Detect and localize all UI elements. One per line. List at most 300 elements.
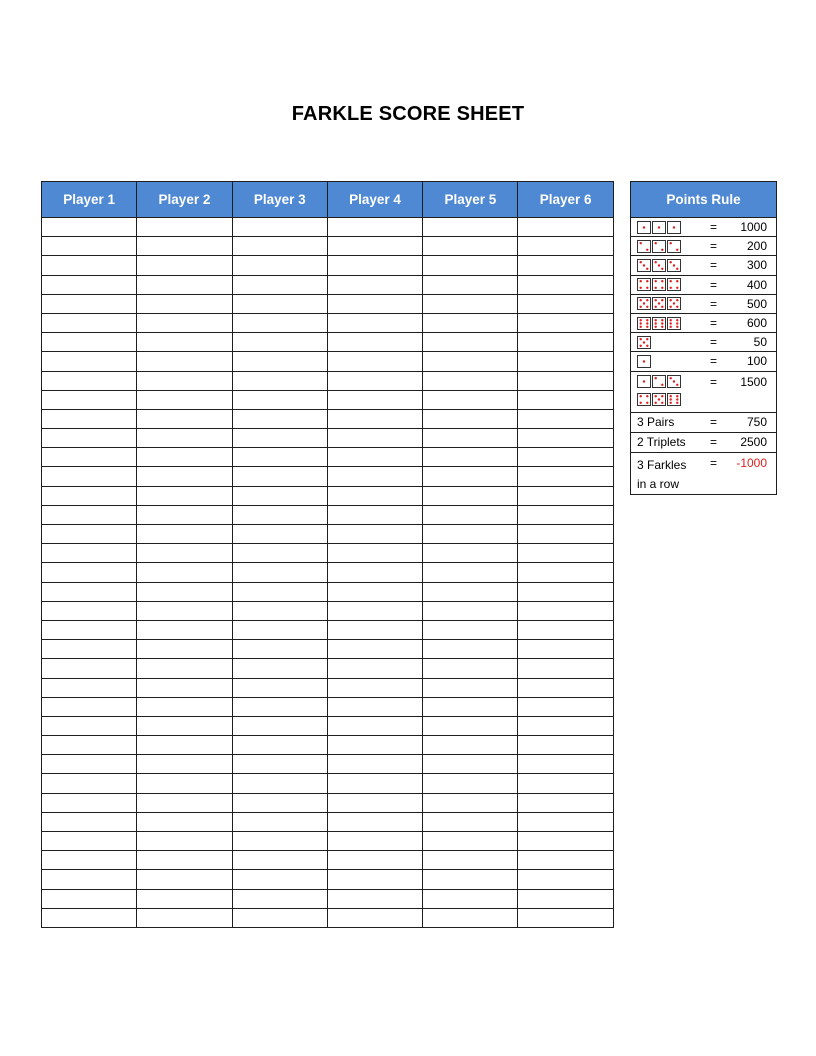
die-4-icon <box>637 278 651 291</box>
table-row <box>42 870 614 889</box>
score-cell[interactable] <box>42 678 137 697</box>
score-cell[interactable] <box>327 237 422 256</box>
table-row <box>42 774 614 793</box>
table-row <box>42 678 614 697</box>
dice-combo <box>631 256 697 275</box>
rule-points: 500 <box>731 294 777 313</box>
rule-points: 300 <box>731 256 777 275</box>
score-cell[interactable] <box>518 467 613 486</box>
score-cell[interactable] <box>518 851 613 870</box>
score-cell[interactable] <box>42 448 137 467</box>
score-cell[interactable] <box>42 563 137 582</box>
table-row <box>42 352 614 371</box>
points-rule-row <box>631 313 777 332</box>
score-cell[interactable] <box>518 486 613 505</box>
score-cell[interactable] <box>232 659 327 678</box>
score-cell[interactable] <box>518 544 613 563</box>
score-cell[interactable] <box>232 294 327 313</box>
score-cell[interactable] <box>518 448 613 467</box>
die-1-icon <box>637 221 651 234</box>
score-cell[interactable] <box>232 525 327 544</box>
score-cell[interactable] <box>327 812 422 831</box>
score-cell[interactable] <box>423 256 518 275</box>
score-cell[interactable] <box>423 371 518 390</box>
player-5-header: Player 5 <box>423 182 518 218</box>
score-cell[interactable] <box>423 313 518 332</box>
score-cell[interactable] <box>327 218 422 237</box>
score-cell[interactable] <box>518 755 613 774</box>
score-cell[interactable] <box>232 467 327 486</box>
score-cell[interactable] <box>518 640 613 659</box>
score-cell[interactable] <box>327 582 422 601</box>
score-cell[interactable] <box>137 582 232 601</box>
score-cell[interactable] <box>518 812 613 831</box>
score-cell[interactable] <box>42 736 137 755</box>
score-cell[interactable] <box>137 832 232 851</box>
score-cell[interactable] <box>232 755 327 774</box>
score-cell[interactable] <box>137 352 232 371</box>
equals-sign: = <box>697 432 731 452</box>
score-cell[interactable] <box>327 793 422 812</box>
score-cell[interactable] <box>327 313 422 332</box>
score-cell[interactable] <box>423 620 518 639</box>
table-row <box>42 429 614 448</box>
score-cell[interactable] <box>518 237 613 256</box>
score-cell[interactable] <box>42 832 137 851</box>
score-cell[interactable] <box>42 352 137 371</box>
score-cell[interactable] <box>42 294 137 313</box>
table-row <box>42 620 614 639</box>
points-rule-row <box>631 371 777 412</box>
score-cell[interactable] <box>137 313 232 332</box>
score-cell[interactable] <box>232 409 327 428</box>
table-row <box>42 409 614 428</box>
dice-combo <box>631 333 697 352</box>
score-cell[interactable] <box>42 697 137 716</box>
score-cell[interactable] <box>232 429 327 448</box>
score-cell[interactable] <box>42 390 137 409</box>
score-cell[interactable] <box>423 409 518 428</box>
die-2-icon <box>667 240 681 253</box>
table-row <box>42 218 614 237</box>
score-cell[interactable] <box>137 467 232 486</box>
score-cell[interactable] <box>423 812 518 831</box>
score-cell[interactable] <box>423 333 518 352</box>
points-rule-row <box>631 412 777 432</box>
die-6-icon <box>637 317 651 330</box>
score-cell[interactable] <box>232 620 327 639</box>
score-cell[interactable] <box>423 889 518 908</box>
score-cell[interactable] <box>232 832 327 851</box>
score-cell[interactable] <box>137 851 232 870</box>
score-cell[interactable] <box>327 486 422 505</box>
score-cell[interactable] <box>423 563 518 582</box>
score-cell[interactable] <box>518 889 613 908</box>
equals-sign: = <box>697 371 731 412</box>
dice-combo <box>631 313 697 332</box>
score-cell[interactable] <box>423 448 518 467</box>
player-3-header: Player 3 <box>232 182 327 218</box>
score-cell[interactable] <box>423 832 518 851</box>
score-cell[interactable] <box>42 486 137 505</box>
score-cell[interactable] <box>518 582 613 601</box>
player-4-header: Player 4 <box>327 182 422 218</box>
die-4-icon <box>667 278 681 291</box>
score-cell[interactable] <box>137 793 232 812</box>
die-2-icon <box>637 240 651 253</box>
die-5-icon <box>637 336 651 349</box>
score-cell[interactable] <box>42 237 137 256</box>
dice-combo <box>631 275 697 294</box>
score-cell[interactable] <box>518 218 613 237</box>
score-cell[interactable] <box>42 409 137 428</box>
score-cell[interactable] <box>327 371 422 390</box>
score-cell[interactable] <box>327 832 422 851</box>
score-cell[interactable] <box>232 390 327 409</box>
score-cell[interactable] <box>327 409 422 428</box>
score-cell[interactable] <box>327 333 422 352</box>
score-cell[interactable] <box>42 755 137 774</box>
score-cell[interactable] <box>42 716 137 735</box>
score-cell[interactable] <box>423 467 518 486</box>
score-cell[interactable] <box>327 275 422 294</box>
score-cell[interactable] <box>232 774 327 793</box>
score-cell[interactable] <box>42 525 137 544</box>
score-cell[interactable] <box>423 544 518 563</box>
score-cell[interactable] <box>327 736 422 755</box>
table-row <box>42 467 614 486</box>
score-cell[interactable] <box>327 774 422 793</box>
score-cell[interactable] <box>423 640 518 659</box>
points-rule-row <box>631 333 777 352</box>
score-cell[interactable] <box>232 448 327 467</box>
score-cell[interactable] <box>423 908 518 927</box>
score-cell[interactable] <box>232 812 327 831</box>
score-cell[interactable] <box>518 870 613 889</box>
equals-sign: = <box>697 452 731 494</box>
score-cell[interactable] <box>42 544 137 563</box>
die-4-icon <box>637 393 651 406</box>
score-cell[interactable] <box>423 736 518 755</box>
score-cell[interactable] <box>327 505 422 524</box>
score-cell[interactable] <box>327 467 422 486</box>
dice-combo <box>631 218 697 237</box>
table-row <box>42 525 614 544</box>
table-row <box>42 793 614 812</box>
score-cell[interactable] <box>327 390 422 409</box>
score-cell[interactable] <box>327 294 422 313</box>
score-cell[interactable] <box>232 313 327 332</box>
score-cell[interactable] <box>42 582 137 601</box>
score-cell[interactable] <box>423 486 518 505</box>
score-cell[interactable] <box>137 218 232 237</box>
score-cell[interactable] <box>423 275 518 294</box>
score-cell[interactable] <box>42 659 137 678</box>
table-row <box>42 275 614 294</box>
score-cell[interactable] <box>232 697 327 716</box>
score-cell[interactable] <box>327 601 422 620</box>
rule-points: 1000 <box>731 218 777 237</box>
score-cell[interactable] <box>423 793 518 812</box>
score-cell[interactable] <box>518 678 613 697</box>
score-cell[interactable] <box>423 294 518 313</box>
score-cell[interactable] <box>137 390 232 409</box>
score-table <box>41 181 614 928</box>
score-cell[interactable] <box>423 774 518 793</box>
score-cell[interactable] <box>137 908 232 927</box>
score-cell[interactable] <box>232 640 327 659</box>
score-cell[interactable] <box>42 908 137 927</box>
score-cell[interactable] <box>137 448 232 467</box>
score-cell[interactable] <box>518 832 613 851</box>
score-cell[interactable] <box>137 563 232 582</box>
score-cell[interactable] <box>137 544 232 563</box>
score-cell[interactable] <box>327 640 422 659</box>
rule-points: 600 <box>731 313 777 332</box>
score-cell[interactable] <box>137 237 232 256</box>
score-cell[interactable] <box>327 716 422 735</box>
score-cell[interactable] <box>232 736 327 755</box>
player-2-header: Player 2 <box>137 182 232 218</box>
points-rule-row <box>631 294 777 313</box>
score-cell[interactable] <box>518 601 613 620</box>
table-row <box>42 812 614 831</box>
die-3-icon <box>652 259 666 272</box>
score-cell[interactable] <box>232 371 327 390</box>
score-cell[interactable] <box>327 659 422 678</box>
score-cell[interactable] <box>423 237 518 256</box>
score-cell[interactable] <box>518 620 613 639</box>
score-cell[interactable] <box>518 736 613 755</box>
score-cell[interactable] <box>42 601 137 620</box>
score-cell[interactable] <box>423 716 518 735</box>
die-5-icon <box>652 297 666 310</box>
score-cell[interactable] <box>518 352 613 371</box>
die-1-icon <box>667 221 681 234</box>
points-rule-row <box>631 218 777 237</box>
score-cell[interactable] <box>518 716 613 735</box>
score-cell[interactable] <box>137 755 232 774</box>
score-cell[interactable] <box>137 256 232 275</box>
score-cell[interactable] <box>137 275 232 294</box>
score-cell[interactable] <box>137 525 232 544</box>
score-cell[interactable] <box>232 352 327 371</box>
score-cell[interactable] <box>232 851 327 870</box>
equals-sign: = <box>697 218 731 237</box>
score-cell[interactable] <box>327 851 422 870</box>
score-cell[interactable] <box>232 601 327 620</box>
score-cell[interactable] <box>327 256 422 275</box>
score-cell[interactable] <box>232 870 327 889</box>
points-rule-row <box>631 237 777 256</box>
score-cell[interactable] <box>137 505 232 524</box>
score-cell[interactable] <box>42 870 137 889</box>
score-cell[interactable] <box>42 640 137 659</box>
score-cell[interactable] <box>518 429 613 448</box>
score-cell[interactable] <box>518 793 613 812</box>
score-cell[interactable] <box>518 505 613 524</box>
score-cell[interactable] <box>137 371 232 390</box>
score-cell[interactable] <box>42 333 137 352</box>
table-row <box>42 851 614 870</box>
dice-combo <box>631 352 697 371</box>
die-6-icon <box>667 393 681 406</box>
score-cell[interactable] <box>423 505 518 524</box>
score-cell[interactable] <box>137 601 232 620</box>
score-cell[interactable] <box>232 505 327 524</box>
score-cell[interactable] <box>232 908 327 927</box>
score-cell[interactable] <box>518 275 613 294</box>
score-cell[interactable] <box>137 716 232 735</box>
score-cell[interactable] <box>232 793 327 812</box>
table-row <box>42 313 614 332</box>
score-cell[interactable] <box>137 620 232 639</box>
score-cell[interactable] <box>518 333 613 352</box>
score-cell[interactable] <box>137 870 232 889</box>
rule-points: 400 <box>731 275 777 294</box>
score-cell[interactable] <box>327 525 422 544</box>
table-row <box>42 237 614 256</box>
points-rule-row <box>631 432 777 452</box>
score-cell[interactable] <box>42 620 137 639</box>
score-cell[interactable] <box>327 889 422 908</box>
score-cell[interactable] <box>42 774 137 793</box>
score-cell[interactable] <box>42 812 137 831</box>
score-cell[interactable] <box>423 390 518 409</box>
score-cell[interactable] <box>518 390 613 409</box>
page-title: FARKLE SCORE SHEET <box>291 103 525 125</box>
score-cell[interactable] <box>518 563 613 582</box>
equals-sign: = <box>697 256 731 275</box>
score-cell[interactable] <box>42 889 137 908</box>
score-cell[interactable] <box>232 218 327 237</box>
die-6-icon <box>652 317 666 330</box>
score-cell[interactable] <box>42 793 137 812</box>
score-cell[interactable] <box>232 256 327 275</box>
score-cell[interactable] <box>327 870 422 889</box>
score-cell[interactable] <box>518 659 613 678</box>
score-cell[interactable] <box>232 275 327 294</box>
score-cell[interactable] <box>42 429 137 448</box>
score-cell[interactable] <box>423 697 518 716</box>
score-cell[interactable] <box>327 544 422 563</box>
score-cell[interactable] <box>327 448 422 467</box>
die-2-icon <box>652 375 666 388</box>
score-cell[interactable] <box>232 678 327 697</box>
score-cell[interactable] <box>327 908 422 927</box>
score-cell[interactable] <box>42 313 137 332</box>
score-cell[interactable] <box>423 755 518 774</box>
die-5-icon <box>637 297 651 310</box>
score-cell[interactable] <box>518 294 613 313</box>
score-cell[interactable] <box>137 889 232 908</box>
rule-points: 1500 <box>731 371 777 412</box>
score-cell[interactable] <box>232 563 327 582</box>
score-cell[interactable] <box>232 582 327 601</box>
score-cell[interactable] <box>42 256 137 275</box>
score-cell[interactable] <box>423 218 518 237</box>
rule-points: 100 <box>731 352 777 371</box>
score-cell[interactable] <box>137 640 232 659</box>
score-cell[interactable] <box>518 256 613 275</box>
table-row <box>42 832 614 851</box>
score-cell[interactable] <box>42 371 137 390</box>
points-rule-header: Points Rule <box>631 182 777 218</box>
score-cell[interactable] <box>518 774 613 793</box>
score-cell[interactable] <box>42 218 137 237</box>
score-cell[interactable] <box>423 601 518 620</box>
score-cell[interactable] <box>137 697 232 716</box>
score-cell[interactable] <box>327 620 422 639</box>
score-cell[interactable] <box>232 716 327 735</box>
score-cell[interactable] <box>42 467 137 486</box>
score-cell[interactable] <box>423 870 518 889</box>
score-cell[interactable] <box>42 505 137 524</box>
score-cell[interactable] <box>232 333 327 352</box>
points-rule-row <box>631 256 777 275</box>
score-cell[interactable] <box>137 486 232 505</box>
score-cell[interactable] <box>423 352 518 371</box>
score-cell[interactable] <box>137 678 232 697</box>
score-cell[interactable] <box>327 352 422 371</box>
score-cell[interactable] <box>518 371 613 390</box>
score-cell[interactable] <box>518 697 613 716</box>
score-cell[interactable] <box>423 659 518 678</box>
score-cell[interactable] <box>327 755 422 774</box>
score-header-row <box>42 182 614 218</box>
equals-sign: = <box>697 412 731 432</box>
score-cell[interactable] <box>518 313 613 332</box>
table-row <box>42 889 614 908</box>
score-cell[interactable] <box>327 563 422 582</box>
score-cell[interactable] <box>42 275 137 294</box>
score-cell[interactable] <box>232 544 327 563</box>
score-cell[interactable] <box>137 409 232 428</box>
score-cell[interactable] <box>232 237 327 256</box>
score-cell[interactable] <box>423 429 518 448</box>
dice-combo <box>631 237 697 256</box>
score-cell[interactable] <box>137 659 232 678</box>
score-cell[interactable] <box>137 294 232 313</box>
score-cell[interactable] <box>327 697 422 716</box>
score-cell[interactable] <box>518 525 613 544</box>
score-cell[interactable] <box>137 429 232 448</box>
score-cell[interactable] <box>423 851 518 870</box>
score-cell[interactable] <box>327 429 422 448</box>
table-row <box>42 716 614 735</box>
table-row <box>42 908 614 927</box>
score-cell[interactable] <box>232 486 327 505</box>
score-cell[interactable] <box>423 525 518 544</box>
score-cell[interactable] <box>327 678 422 697</box>
score-cell[interactable] <box>518 908 613 927</box>
table-row <box>42 256 614 275</box>
score-cell[interactable] <box>232 889 327 908</box>
die-1-icon <box>637 355 651 368</box>
score-cell[interactable] <box>137 333 232 352</box>
rule-points: 200 <box>731 237 777 256</box>
points-rule-row <box>631 352 777 371</box>
score-cell[interactable] <box>518 409 613 428</box>
score-cell[interactable] <box>137 736 232 755</box>
score-cell[interactable] <box>423 582 518 601</box>
score-cell[interactable] <box>137 812 232 831</box>
score-cell[interactable] <box>137 774 232 793</box>
die-3-icon <box>667 259 681 272</box>
score-cell[interactable] <box>42 851 137 870</box>
score-cell[interactable] <box>423 678 518 697</box>
table-row <box>42 659 614 678</box>
